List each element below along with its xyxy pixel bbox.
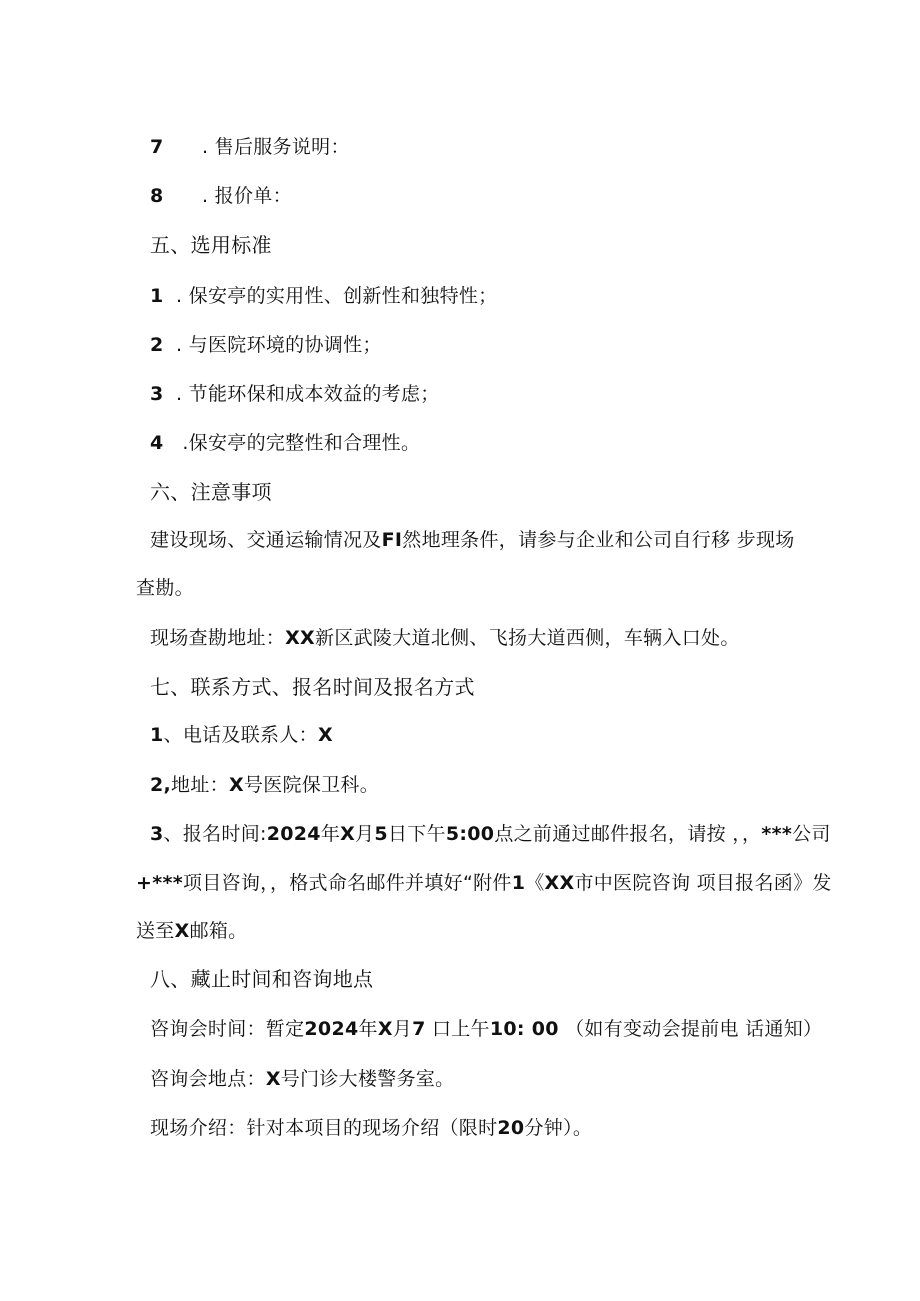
text-run: 项目咨询，，格式命名邮件并填好“附件	[182, 872, 512, 894]
item-text: .保安亭的完整性和合理性。	[176, 432, 421, 454]
text-run: 1	[511, 872, 526, 894]
paragraph-line	[150, 821, 831, 847]
list-item	[150, 381, 440, 407]
list-item	[150, 772, 379, 798]
text-run: X	[340, 823, 356, 845]
text-run: 7	[412, 1018, 426, 1040]
text-run: 咨询会时间：暂定	[150, 1018, 305, 1040]
text-run: 2024	[304, 1018, 359, 1040]
text-run: 咨询会地点：	[150, 1068, 266, 1090]
text-run: 送至	[136, 920, 175, 942]
text-run: XX	[544, 872, 575, 894]
text-run: FI	[381, 529, 403, 551]
paragraph-line	[150, 1066, 454, 1092]
text-run: XX	[285, 627, 316, 649]
text-run: 年	[358, 1018, 378, 1040]
text-run: 号门诊大楼警务室。	[280, 1068, 455, 1090]
list-item	[150, 283, 497, 309]
text-run: 10: 00	[489, 1018, 559, 1040]
text-run: 5:00	[445, 823, 495, 845]
text-run: 现场查勘地址：	[150, 627, 286, 649]
text-run: 邮箱。	[189, 920, 248, 942]
text-run: 分钟）。	[524, 1117, 593, 1139]
item-text: . 报价单：	[202, 185, 292, 207]
item-number: 1	[150, 724, 164, 746]
item-text: . 保安亭的实用性、创新性和独特性；	[176, 285, 498, 307]
section-heading: 七、联系方式、报名时间及报名方式	[150, 675, 475, 699]
text-run: X	[317, 724, 333, 746]
text-run: X	[174, 920, 190, 942]
text-run: 地址：	[171, 774, 229, 796]
list-item	[150, 722, 333, 748]
paragraph-line: 查勘。	[136, 577, 194, 599]
text-run: 、报名时间:	[163, 823, 267, 845]
paragraph-line	[150, 1016, 822, 1042]
item-number: 8	[150, 185, 164, 207]
paragraph-line	[150, 1115, 592, 1141]
text-run: X	[228, 774, 244, 796]
item-text: . 与医院环境的协调性；	[176, 334, 382, 356]
text-run: 月	[355, 823, 375, 845]
text-run: 现场介绍：针对本项目的现场介绍（限时	[150, 1117, 498, 1139]
text-run: （如有变动会提前电 话通知）	[558, 1018, 823, 1040]
section-heading: 五、选用标准	[150, 233, 272, 257]
section-heading: 八、藏止时间和咨询地点	[150, 967, 374, 991]
text-run: 号医院保卫科。	[243, 774, 380, 796]
paragraph-line	[136, 918, 247, 944]
text-run: X	[377, 1018, 393, 1040]
text-run: 然地理条件，请参与企业和公司自行移 步现场	[402, 529, 795, 551]
list-item	[150, 430, 420, 456]
text-run: 公司	[792, 823, 831, 845]
text-run: 、电话及联系人：	[163, 724, 318, 746]
text-run: X	[265, 1068, 281, 1090]
paragraph-line	[150, 625, 740, 651]
text-run: 市中医院咨询 项目报名函》发	[574, 872, 832, 894]
item-text: . 节能环保和成本效益的考虑；	[176, 383, 440, 405]
text-run: 3	[150, 823, 164, 845]
item-number: 7	[150, 136, 164, 158]
item-number: 4	[150, 432, 164, 454]
section-heading: 六、注意事项	[150, 480, 272, 504]
text-run: 20	[497, 1117, 525, 1139]
item-number: 2	[150, 334, 164, 356]
text-run: 《	[525, 872, 545, 894]
paragraph-line	[136, 870, 832, 896]
text-run: 建设现场、交通运输情况及	[150, 529, 382, 551]
text-run: 日下午	[387, 823, 446, 845]
item-number: 2,	[150, 774, 172, 796]
text-run: 5	[374, 823, 388, 845]
item-number: 1	[150, 285, 164, 307]
text-run: 口上午	[425, 1018, 490, 1040]
text-run: 月	[392, 1018, 413, 1040]
text-run: +***	[136, 872, 183, 894]
text-run: 新区武陵大道北侧、飞扬大道西侧，车辆入口处。	[315, 627, 740, 649]
list-item	[150, 134, 350, 160]
paragraph-line	[150, 527, 795, 553]
list-item	[150, 332, 382, 358]
text-run: 点之前通过邮件报名，请按 ，，	[494, 823, 762, 845]
text-run: ***	[761, 823, 793, 845]
item-text: . 售后服务说明：	[202, 136, 350, 158]
text-run: 年	[320, 823, 341, 845]
text-run: 2024	[266, 823, 321, 845]
list-item	[150, 183, 292, 209]
item-number: 3	[150, 383, 164, 405]
